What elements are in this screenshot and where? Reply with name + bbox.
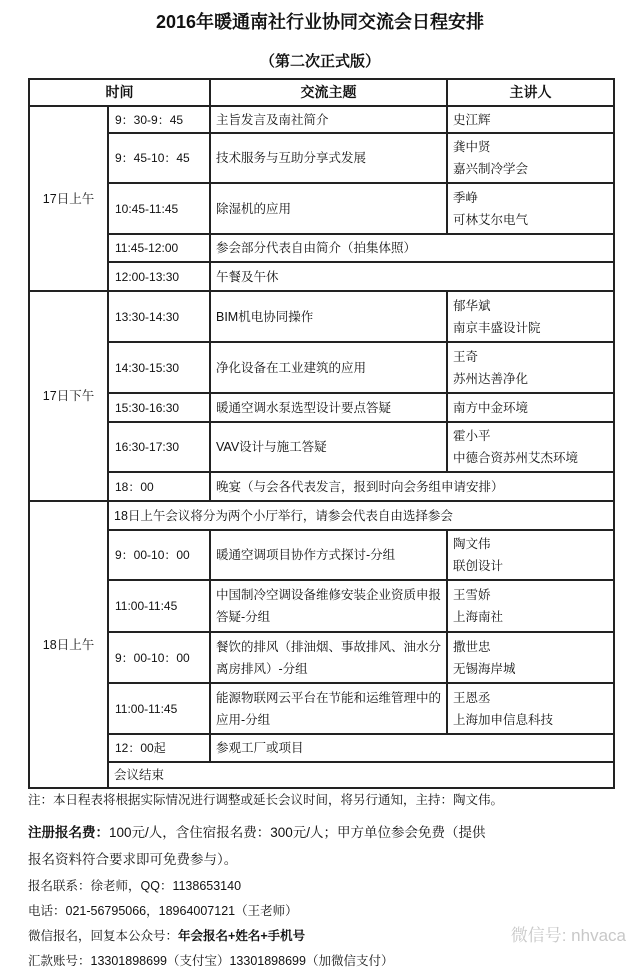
footer-account: 汇款账号：13301898699（支付宝）13301898699（加微信支付） <box>28 954 394 968</box>
speaker-name: 撒世忠 <box>453 639 491 654</box>
speaker-name: 郁华斌 <box>453 298 491 313</box>
table-row <box>29 530 614 580</box>
time-cell: 9：30-9：45 <box>108 106 210 133</box>
speaker-org: 苏州达善净化 <box>453 371 529 386</box>
speaker-name: 龚中贤 <box>453 140 491 154</box>
table-row <box>29 393 614 422</box>
speaker-cell <box>447 580 614 632</box>
fee-text: 100元/人，含住宿报名费：300元/人；甲方单位参会免费（提供 <box>109 825 486 840</box>
speaker-org: 南京丰盛设计院 <box>453 320 541 335</box>
speaker-name: 霍小平 <box>453 429 491 443</box>
footer-contact: 报名联系：徐老师，QQ：1138653140 <box>28 879 242 893</box>
speaker-org: 上海加申信息科技 <box>453 712 554 727</box>
time-cell: 12：00起 <box>108 734 210 762</box>
footer-fee <box>28 824 486 842</box>
page-title: 2016年暖通南社行业协同交流会日程安排 <box>155 12 485 32</box>
header-topic: 交流主题 <box>210 79 447 106</box>
topic-cell: BIM机电协同操作 <box>210 291 447 342</box>
table-row <box>29 472 614 501</box>
topic-cell: 能源物联网云平台在节能和运维管理中的应用-分组 <box>210 683 447 734</box>
speaker-name: 史江辉 <box>453 112 491 127</box>
time-cell: 9：00-10：00 <box>108 530 210 580</box>
speaker-org: 可林艾尔电气 <box>453 212 529 227</box>
table-row <box>29 580 614 632</box>
speaker-cell <box>447 393 614 422</box>
header-time: 时间 <box>29 79 210 106</box>
speaker-name: 王恩丞 <box>453 690 491 705</box>
speaker-org: 嘉兴制冷学会 <box>453 162 529 176</box>
speaker-name: 陶文伟 <box>453 537 491 551</box>
page-subtitle: （第二次正式版） <box>259 53 380 70</box>
speaker-cell <box>447 291 614 342</box>
table-row <box>29 734 614 762</box>
day-label: 17日上午 <box>29 106 108 291</box>
topic-cell: 除湿机的应用 <box>210 183 447 234</box>
time-cell: 9：00-10：00 <box>108 632 210 683</box>
table-row <box>29 133 614 183</box>
row-note: 18日上午会议将分为两个小厅举行，请参会代表自由选择参会 <box>108 501 614 530</box>
table-row <box>29 683 614 734</box>
speaker-name: 王雪娇 <box>453 588 491 602</box>
table-row <box>29 291 614 342</box>
topic-cell: 技术服务与互助分享式发展 <box>210 133 447 183</box>
topic-cell: 午餐及午休 <box>210 262 614 291</box>
speaker-org: 上海南社 <box>453 610 504 624</box>
table-row <box>29 632 614 683</box>
time-cell: 10:45-11:45 <box>108 183 210 234</box>
footer-note: 注：本日程表将根据实际情况进行调整或延长会议时间，将另行通知，主持：陶文伟。 <box>28 793 504 807</box>
time-cell: 18：00 <box>108 472 210 501</box>
time-cell: 11:00-11:45 <box>108 580 210 632</box>
time-cell: 14:30-15:30 <box>108 342 210 393</box>
topic-cell: 参观工厂或项目 <box>210 734 614 762</box>
time-cell: 15:30-16:30 <box>108 393 210 422</box>
speaker-org: 联创设计 <box>453 559 504 573</box>
speaker-org: 无锡海岸城 <box>453 661 516 676</box>
time-cell: 11:00-11:45 <box>108 683 210 734</box>
header-speaker: 主讲人 <box>447 79 614 106</box>
table-row <box>29 422 614 472</box>
wechat-label: 微信报名，回复本公众号： <box>28 929 179 943</box>
speaker-cell <box>447 183 614 234</box>
speaker-cell <box>447 133 614 183</box>
speaker-cell <box>447 683 614 734</box>
table-row <box>29 501 614 530</box>
footer-fee-cont: 报名资料符合要求即可免费参与）。 <box>28 852 238 867</box>
fee-label: 注册报名费： <box>28 825 109 840</box>
table-row <box>29 234 614 262</box>
time-cell: 12:00-13:30 <box>108 262 210 291</box>
speaker-org: 中德合资苏州艾杰环境 <box>453 451 579 465</box>
topic-cell: 主旨发言及南社简介 <box>210 106 447 133</box>
day-label: 18日上午 <box>29 501 108 788</box>
speaker-cell <box>447 632 614 683</box>
topic-cell: 餐饮的排风（排油烟、事故排风、油水分离房排风）-分组 <box>210 632 447 683</box>
footer-phone: 电话：021-56795066，18964007121（王老师） <box>28 904 298 918</box>
topic-cell: 净化设备在工业建筑的应用 <box>210 342 447 393</box>
wechat-value: 年会报名+姓名+手机号 <box>178 929 306 943</box>
speaker-name: 季峥 <box>453 190 479 205</box>
topic-cell: 中国制冷空调设备维修安装企业资质申报答疑-分组 <box>210 580 447 632</box>
table-row <box>29 262 614 291</box>
topic-cell: 晚宴（与会各代表发言，报到时向会务组申请安排） <box>210 472 614 501</box>
row-note: 会议结束 <box>108 762 614 788</box>
topic-cell: 参会部分代表自由简介（拍集体照） <box>210 234 614 262</box>
table-header-row <box>29 79 614 106</box>
table-row <box>29 342 614 393</box>
speaker-name: 南方中金环境 <box>453 400 529 415</box>
table-row <box>29 762 614 788</box>
time-cell: 9：45-10：45 <box>108 133 210 183</box>
schedule-table <box>28 78 615 789</box>
speaker-cell <box>447 342 614 393</box>
table-row <box>29 183 614 234</box>
topic-cell: VAV设计与施工答疑 <box>210 422 447 472</box>
time-cell: 11:45-12:00 <box>108 234 210 262</box>
speaker-name: 王奇 <box>453 349 479 364</box>
speaker-cell <box>447 422 614 472</box>
footer-wechat <box>28 928 305 944</box>
time-cell: 13:30-14:30 <box>108 291 210 342</box>
day-label: 17日下午 <box>29 291 108 501</box>
time-cell: 16:30-17:30 <box>108 422 210 472</box>
table-row <box>29 106 614 133</box>
speaker-cell <box>447 530 614 580</box>
wechat-watermark: 微信号: nhvaca <box>510 926 626 945</box>
topic-cell: 暖通空调水泵选型设计要点答疑 <box>210 393 447 422</box>
speaker-cell <box>447 106 614 133</box>
topic-cell: 暖通空调项目协作方式探讨-分组 <box>210 530 447 580</box>
